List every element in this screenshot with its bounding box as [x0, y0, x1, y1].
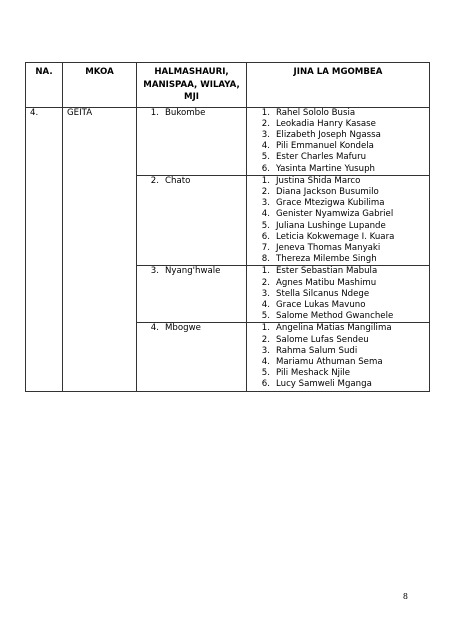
- candidate-item: [251, 198, 425, 209]
- candidate-number: 2.: [261, 118, 270, 129]
- candidate-item: [251, 187, 425, 198]
- candidate-number: 2.: [261, 334, 270, 345]
- candidate-name: Leokadia Hanry Kasase: [276, 118, 376, 129]
- candidate-item: [251, 368, 425, 379]
- candidate-number: 5.: [261, 368, 270, 379]
- candidate-item: [251, 119, 425, 130]
- district-number: 4.: [150, 323, 159, 334]
- header-halmashauri: HALMASHAURI, MANISPAA, WILAYA, MJI: [137, 63, 247, 108]
- page-number: 8: [402, 592, 408, 601]
- candidate-item: [251, 357, 425, 368]
- district-cell: [137, 323, 247, 391]
- row-number: 4.: [26, 107, 63, 391]
- candidate-number: 1.: [261, 266, 270, 277]
- candidate-number: 4.: [261, 209, 270, 220]
- candidate-item: [251, 164, 425, 175]
- district-name: Bukombe: [165, 107, 206, 118]
- candidate-name: Pili Meshack Njile: [276, 368, 351, 379]
- district-cell: [137, 107, 247, 175]
- candidate-list: [247, 107, 430, 175]
- candidate-number: 6.: [261, 231, 270, 242]
- candidate-name: Grace Mtezigwa Kubilima: [276, 198, 385, 209]
- candidate-number: 3.: [261, 129, 270, 140]
- table-row: [26, 107, 430, 175]
- candidate-number: 2.: [261, 277, 270, 288]
- candidate-number: 5.: [261, 220, 270, 231]
- candidate-number: 7.: [261, 242, 270, 253]
- candidate-name: Salome Lufas Sendeu: [276, 334, 369, 345]
- candidate-item: [251, 209, 425, 220]
- candidate-item: [251, 346, 425, 357]
- candidate-list: [247, 175, 430, 266]
- candidate-item: [251, 254, 425, 265]
- candidate-name: Stella Silcanus Ndege: [276, 288, 370, 299]
- candidate-number: 1.: [261, 175, 270, 186]
- candidate-name: Ester Sebastian Mabula: [276, 266, 378, 277]
- candidate-name: Thereza Milembe Singh: [276, 254, 377, 265]
- candidate-name: Rahma Salum Sudi: [276, 345, 358, 356]
- district-number: 2.: [150, 175, 159, 186]
- district-number: 3.: [150, 266, 159, 277]
- candidate-item: [251, 300, 425, 311]
- candidate-number: 3.: [261, 345, 270, 356]
- district-number: 1.: [150, 107, 159, 118]
- candidate-item: [251, 278, 425, 289]
- candidate-item: [251, 323, 425, 334]
- candidate-name: Rahel Sololo Busia: [276, 107, 356, 118]
- candidate-item: [251, 176, 425, 187]
- candidate-name: Diana Jackson Busumilo: [276, 186, 379, 197]
- candidate-item: [251, 141, 425, 152]
- region-name: GEITA: [63, 107, 137, 391]
- candidate-item: [251, 130, 425, 141]
- candidate-number: 6.: [261, 163, 270, 174]
- candidate-name: Justina Shida Marco: [276, 175, 361, 186]
- candidate-number: 6.: [261, 379, 270, 390]
- candidate-item: [251, 335, 425, 346]
- candidate-name: Genister Nyamwiza Gabriel: [276, 209, 394, 220]
- candidate-number: 4.: [261, 356, 270, 367]
- candidate-item: [251, 266, 425, 277]
- candidate-item: [251, 289, 425, 300]
- candidate-number: 4.: [261, 141, 270, 152]
- candidate-name: Lucy Samweli Mganga: [276, 379, 372, 390]
- candidate-number: 3.: [261, 198, 270, 209]
- candidate-name: Elizabeth Joseph Ngassa: [276, 129, 381, 140]
- candidate-number: 8.: [261, 254, 270, 265]
- candidate-number: 1.: [261, 107, 270, 118]
- candidate-item: [251, 152, 425, 163]
- header-jina: JINA LA MGOMBEA: [247, 63, 430, 108]
- candidate-item: [251, 221, 425, 232]
- candidate-list: [247, 266, 430, 323]
- candidate-name: Juliana Lushinge Lupande: [276, 220, 386, 231]
- district-name: Nyang'hwale: [165, 266, 221, 277]
- candidate-number: 4.: [261, 299, 270, 310]
- district-cell: [137, 175, 247, 266]
- candidate-item: [251, 108, 425, 119]
- candidate-number: 5.: [261, 152, 270, 163]
- candidate-name: Angelina Matias Mangilima: [276, 323, 392, 334]
- candidate-number: 5.: [261, 311, 270, 322]
- district-cell: [137, 266, 247, 323]
- candidate-name: Leticia Kokwemage I. Kuara: [276, 231, 395, 242]
- candidate-name: Pili Emmanuel Kondela: [276, 141, 374, 152]
- candidate-name: Mariamu Athuman Sema: [276, 356, 383, 367]
- candidates-table: [25, 62, 430, 392]
- header-row: [26, 63, 430, 108]
- candidate-number: 3.: [261, 288, 270, 299]
- candidate-name: Grace Lukas Mavuno: [276, 299, 366, 310]
- candidate-name: Ester Charles Mafuru: [276, 152, 367, 163]
- candidate-item: [251, 243, 425, 254]
- candidate-number: 1.: [261, 323, 270, 334]
- header-na: NA.: [26, 63, 63, 108]
- candidate-item: [251, 379, 425, 390]
- candidate-item: [251, 232, 425, 243]
- candidate-name: Yasinta Martine Yusuph: [276, 163, 375, 174]
- candidate-list: [247, 323, 430, 391]
- district-name: Mbogwe: [165, 323, 201, 334]
- candidate-name: Jeneva Thomas Manyaki: [276, 242, 381, 253]
- candidate-number: 2.: [261, 186, 270, 197]
- candidate-name: Agnes Matibu Mashimu: [276, 277, 377, 288]
- candidate-item: [251, 311, 425, 322]
- district-name: Chato: [165, 175, 191, 186]
- header-mkoa: MKOA: [63, 63, 137, 108]
- candidate-name: Salome Method Gwanchele: [276, 311, 394, 322]
